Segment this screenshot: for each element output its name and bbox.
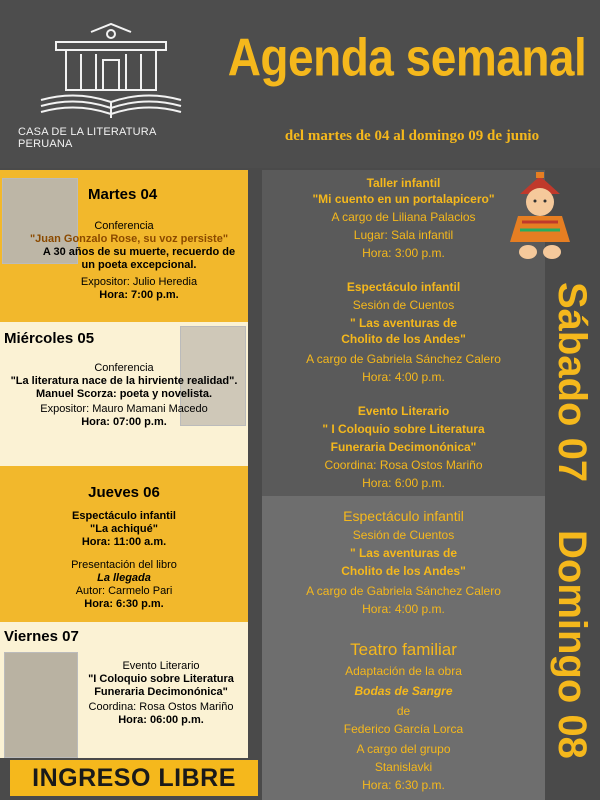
event-name: " Las aventuras de	[349, 316, 458, 330]
domingo-vertical-label: Domingo 08	[550, 530, 594, 759]
event-sub: Sesión de Cuentos	[352, 528, 455, 542]
event-place: Lugar: Sala infantil	[353, 228, 454, 242]
event-speaker: Expositor: Mauro Mamani Macedo	[40, 403, 208, 415]
event-time: Hora: 4:00 p.m.	[362, 370, 445, 384]
mausoleum-photo	[4, 652, 78, 758]
event-desc: Manuel Scorza: poeta y novelista.	[35, 388, 213, 400]
event-type: Presentación del libro	[71, 559, 177, 571]
event-name: Funeraria Decimonónica"	[330, 440, 477, 454]
event-name: La llegada	[97, 572, 151, 584]
event-by: A cargo del grupo	[356, 742, 451, 756]
event-time: Hora: 7:00 p.m.	[99, 289, 179, 301]
event-time: Hora: 07:00 p.m.	[81, 416, 167, 428]
event-author: Federico García Lorca	[343, 722, 464, 736]
event-desc: un poeta excepcional.	[81, 259, 197, 271]
event-type: Taller infantil	[366, 176, 441, 190]
event-type: Evento Literario	[122, 660, 200, 672]
event-type: Espectáculo infantil	[343, 508, 464, 524]
event-name: "La achiqué"	[90, 523, 158, 535]
event-sub: Adaptación de la obra	[345, 664, 462, 678]
day-heading: Viernes 07	[4, 628, 79, 645]
event-group: Stanislavki	[374, 760, 433, 774]
event-name: " I Coloquio sobre Literatura	[322, 422, 485, 436]
day-heading: Martes 04	[88, 186, 158, 203]
header	[0, 0, 600, 168]
event-time: Hora: 6:30 p.m.	[84, 598, 164, 610]
event-type: Conferencia	[94, 362, 154, 374]
event-time: Hora: 6:00 p.m.	[362, 476, 445, 490]
event-by: A cargo de Liliana Palacios	[331, 210, 476, 224]
event-name: Cholito de los Andes"	[341, 332, 466, 346]
event-author: Autor: Carmelo Pari	[75, 585, 173, 597]
event-sub: Sesión de Cuentos	[352, 298, 455, 312]
event-de: de	[396, 704, 411, 718]
building-book-logo-icon	[36, 22, 186, 122]
event-type: Espectáculo infantil	[346, 280, 461, 294]
jueves-block	[0, 466, 248, 622]
event-speaker: Expositor: Julio Heredia	[80, 276, 198, 288]
event-name: "I Coloquio sobre Literatura	[88, 673, 234, 685]
day-heading: Jueves 06	[88, 484, 160, 501]
event-name: " Las aventuras de	[349, 546, 458, 560]
event-time: Hora: 6:30 p.m.	[362, 778, 445, 792]
event-time: Hora: 06:00 p.m.	[118, 714, 204, 726]
event-coord: Coordina: Rosa Ostos Mariño	[88, 701, 234, 713]
event-type: Conferencia	[94, 220, 154, 232]
event-desc: A 30 años de su muerte, recuerdo de	[42, 246, 236, 258]
day-heading: Miércoles 05	[4, 330, 95, 347]
event-time: Hora: 3:00 p.m.	[362, 246, 445, 260]
event-type: Espectáculo infantil	[72, 510, 176, 522]
event-name: Cholito de los Andes"	[341, 564, 466, 578]
event-type: Evento Literario	[357, 404, 450, 418]
event-time: Hora: 11:00 a.m.	[81, 536, 167, 548]
event-name: Bodas de Sangre	[354, 684, 453, 698]
event-name: "Mi cuento en un portalapicero"	[312, 192, 495, 206]
logo-text: CASA DE LA LITERATURA PERUANA	[18, 126, 156, 150]
event-name: "Juan Gonzalo Rose, su voz persiste"	[29, 233, 229, 245]
free-entry-banner: INGRESO LIBRE	[10, 760, 258, 796]
miercoles-block	[0, 322, 248, 466]
page-subtitle: del martes de 04 al domingo 09 de junio	[284, 128, 540, 144]
event-type: Teatro familiar	[350, 640, 457, 659]
event-coord: Coordina: Rosa Ostos Mariño	[324, 458, 483, 472]
martes-block	[0, 170, 248, 322]
viernes-block	[0, 622, 248, 758]
event-time: Hora: 4:00 p.m.	[362, 602, 445, 616]
event-by: A cargo de Gabriela Sánchez Calero	[306, 584, 501, 598]
page-title: Agenda semanal	[227, 27, 587, 87]
event-name: "La literatura nace de la hirviente realidad".	[10, 375, 238, 387]
sabado-vertical-label: Sábado 07	[550, 282, 594, 483]
event-by: A cargo de Gabriela Sánchez Calero	[306, 352, 501, 366]
event-name: Funeraria Decimonónica"	[94, 686, 228, 698]
